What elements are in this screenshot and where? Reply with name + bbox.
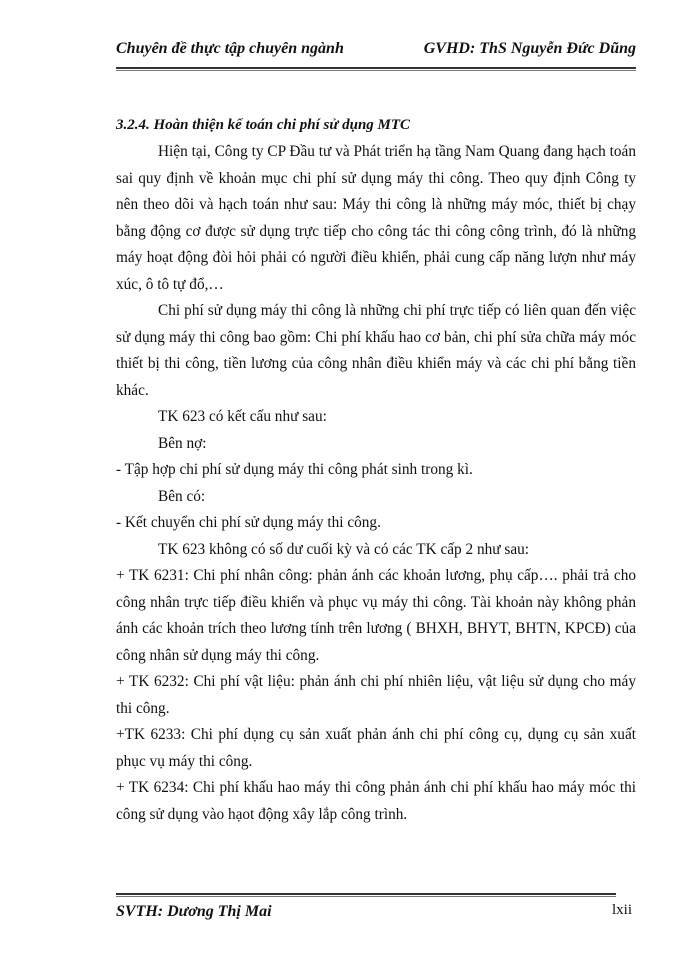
header-course-title: Chuyên đề thực tập chuyên ngành [116,40,344,57]
paragraph-definition: Chi phí sử dụng máy thi công là những chi phí trực tiếp có liên quan đến việc sử dụng máy thi công bao gồm: Chi phí khấu hao cơ bản, chi phí sửa chữa máy móc thiết bị thi công, tiền lương của công nhân điều khiển máy và các chi phí bằng tiền khác. [116,302,636,399]
debit-side-item: - Tập hợp chi phí sử dụng máy thi công phát sinh trong kì. [116,461,473,478]
footer-divider [116,893,616,897]
credit-side-label: Bên có: [158,487,206,505]
footer-student-name: SVTH: Dương Thị Mai [116,903,272,920]
account-structure-intro: TK 623 có kết cấu như sau: [158,408,327,425]
debit-side-label: Bên nợ: [158,434,207,452]
credit-side-item: - Kết chuyển chi phí sử dụng máy thi công. [116,514,381,531]
account-6234-entry: + TK 6234: Chi phí khấu hao máy thi công phản ánh chi phí khấu hao máy móc thi công sử dụng vào hạot động xây lắp công trình. [116,779,636,823]
paragraph-intro: Hiện tại, Công ty CP Đầu tư và Phát triển hạ tầng Nam Quang đang hạch toán sai quy định về khoản mục chi phí sử dụng máy thi công. Theo quy định Công ty nên theo dõi và hạch toán như sau: Máy thi công là những máy móc, thiết bị chạy bằng động cơ được sử dụng trực tiếp cho công tác thi công công trình, đó là những máy hoạt động đòi hỏi phải có người điều khiển, phải cung cấp năng lượn như máy xúc, ô tô tự đổ,… [116,143,636,293]
header-supervisor: GVHD: ThS Nguyễn Đức Dũng [423,40,636,57]
account-6231-entry: + TK 6231: Chi phí nhân công: phản ánh các khoản lương, phụ cấp…. phải trả cho công nhân trực tiếp điều khiển và phục vụ máy thi công. Tài khoản này không phản ánh các khoản trích theo lương tính trên lương ( BHXH, BHYT, BHTN, KPCĐ) của công nhân sử dụng máy thi công. [116,567,636,664]
level2-accounts-intro: TK 623 không có số dư cuối kỳ và có các TK cấp 2 như sau: [158,540,530,558]
account-6233-entry: +TK 6233: Chi phí dụng cụ sản xuất phản ánh chi phí công cụ, dụng cụ sản xuất phục vụ máy thi công. [116,726,636,770]
page-number: lxii [612,902,633,918]
header-divider [116,67,636,71]
page-body [116,113,636,828]
page-header [116,40,636,64]
section-heading: 3.2.4. Hoàn thiện kế toán chi phí sử dụng MTC [116,117,411,133]
account-6232-entry: + TK 6232: Chi phí vật liệu: phản ánh chi phí nhiên liệu, vật liệu sử dụng cho máy thi công. [116,673,636,717]
